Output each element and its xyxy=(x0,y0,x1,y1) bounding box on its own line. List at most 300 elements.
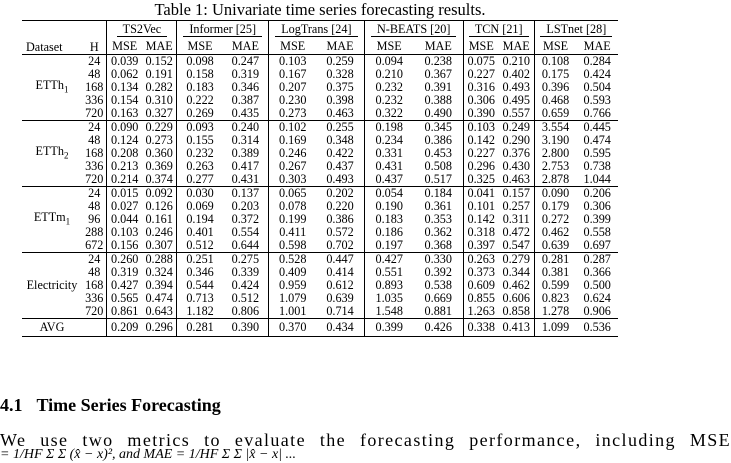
mae-value: 0.554 xyxy=(231,225,260,239)
mse-value: 0.234 xyxy=(364,134,414,147)
dataset-name: ETTh xyxy=(35,77,64,92)
mae-value: 0.474 xyxy=(583,133,611,147)
mae-value: 0.311 xyxy=(502,212,530,226)
mse-value: 0.090 xyxy=(107,121,142,135)
mae-value: 0.858 xyxy=(502,304,530,318)
horizon-cell: 48 xyxy=(88,133,101,147)
mae-value: 0.328 xyxy=(326,67,354,81)
mae-value: 0.368 xyxy=(424,238,452,252)
mae-value: 0.399 xyxy=(583,212,611,226)
mse-value: 0.322 xyxy=(364,107,414,121)
mse-value: 0.232 xyxy=(364,94,414,107)
horizon-cell: 288 xyxy=(85,225,104,239)
results-body xyxy=(22,55,618,337)
mse-value: 0.551 xyxy=(364,266,414,279)
mse-header: MSE xyxy=(177,38,223,55)
mse-value: 0.437 xyxy=(364,173,414,187)
horizon-cell: 720 xyxy=(85,172,104,186)
mae-value: 0.360 xyxy=(145,146,173,160)
mae-value: 0.495 xyxy=(502,93,530,107)
mse-header: MSE xyxy=(364,38,414,55)
mse-value: 0.462 xyxy=(534,226,576,239)
mae-value: 0.472 xyxy=(502,225,530,239)
mae-value: 0.157 xyxy=(499,187,534,201)
table-row xyxy=(22,239,618,253)
mse-value: 0.431 xyxy=(364,160,414,173)
mse-value: 0.041 xyxy=(463,187,498,201)
mae-value: 0.282 xyxy=(145,80,173,94)
mae-value: 0.362 xyxy=(424,225,452,239)
mae-value: 0.288 xyxy=(142,253,177,267)
mse-value: 0.251 xyxy=(177,253,223,267)
mae-value: 0.348 xyxy=(326,133,354,147)
mse-value: 1.278 xyxy=(534,305,576,319)
mae-value: 0.388 xyxy=(424,93,452,107)
table-row xyxy=(22,55,618,69)
mae-value: 0.330 xyxy=(414,253,464,267)
horizon-cell: 96 xyxy=(88,212,101,226)
mse-value: 0.186 xyxy=(364,226,414,239)
mse-value: 0.396 xyxy=(534,81,576,94)
mae-value: 0.593 xyxy=(583,93,611,107)
mse-value: 0.098 xyxy=(177,55,223,69)
mae-value: 0.259 xyxy=(316,55,364,69)
mse-value: 0.565 xyxy=(107,292,142,305)
dataset-name: ETTm xyxy=(33,209,66,224)
mse-value: 0.213 xyxy=(107,160,142,173)
section-number: 4.1 xyxy=(0,395,23,415)
mae-value: 0.210 xyxy=(499,55,534,69)
mae-value: 0.389 xyxy=(231,146,260,160)
table-row xyxy=(22,107,618,121)
mae-value: 0.386 xyxy=(424,133,452,147)
avg-mae-value: 0.426 xyxy=(414,319,464,337)
mae-header: MAE xyxy=(502,38,530,53)
mae-value: 0.361 xyxy=(424,199,452,213)
model-header: TCN [21] xyxy=(463,21,534,39)
mse-value: 0.639 xyxy=(534,239,576,253)
mae-value: 0.387 xyxy=(231,93,260,107)
horizon-header: H xyxy=(82,21,107,55)
mae-value: 0.462 xyxy=(502,278,530,292)
mae-value: 0.714 xyxy=(326,304,354,318)
dataset-subscript: 2 xyxy=(63,150,69,161)
mse-value: 0.103 xyxy=(269,55,317,69)
horizon-cell: 336 xyxy=(85,159,104,173)
mae-value: 0.445 xyxy=(576,121,618,135)
horizon-cell: 720 xyxy=(85,304,104,318)
mae-value: 0.375 xyxy=(326,80,354,94)
mae-value: 0.624 xyxy=(583,291,611,305)
mse-value: 0.054 xyxy=(364,187,414,201)
mse-value: 0.273 xyxy=(269,107,317,121)
table-row xyxy=(22,121,618,135)
mae-value: 0.319 xyxy=(231,67,260,81)
mae-value: 0.202 xyxy=(316,187,364,201)
mae-value: 0.376 xyxy=(502,146,530,160)
mse-value: 0.713 xyxy=(177,292,223,305)
mae-value: 0.453 xyxy=(424,146,452,160)
mae-value: 0.702 xyxy=(326,238,354,252)
mse-value: 0.232 xyxy=(177,147,223,160)
mse-value: 0.544 xyxy=(177,279,223,292)
mse-value: 0.015 xyxy=(107,187,142,201)
mse-value: 0.599 xyxy=(534,279,576,292)
table-row xyxy=(22,253,618,267)
section-heading xyxy=(0,395,221,416)
mae-value: 0.606 xyxy=(502,291,530,305)
mae-value: 0.345 xyxy=(414,121,464,135)
avg-mse-value: 0.209 xyxy=(107,319,142,337)
mse-value: 0.065 xyxy=(269,187,317,201)
mse-value: 0.303 xyxy=(269,173,317,187)
mae-value: 0.287 xyxy=(576,253,618,267)
mse-value: 0.142 xyxy=(463,213,498,226)
horizon-cell: 24 xyxy=(82,121,107,135)
mse-value: 0.179 xyxy=(534,200,576,213)
mse-value: 0.197 xyxy=(364,239,414,253)
horizon-cell: 672 xyxy=(85,238,104,252)
mae-header: MAE xyxy=(583,38,611,53)
dataset-name: Electricity xyxy=(26,278,78,292)
mse-value: 0.156 xyxy=(107,239,142,253)
formula-line: = 1/HF Σ Σ (x̂ − x)², and MAE = 1/HF Σ Σ |x̂ − x| ... xyxy=(0,447,297,462)
mse-value: 1.001 xyxy=(269,305,317,319)
mse-value: 0.609 xyxy=(463,279,498,292)
mse-header: MSE xyxy=(463,38,498,55)
mae-value: 0.538 xyxy=(424,278,452,292)
mse-value: 0.346 xyxy=(177,266,223,279)
avg-mae-value: 0.413 xyxy=(499,319,534,337)
mse-value: 0.401 xyxy=(177,226,223,239)
mae-value: 0.203 xyxy=(231,199,260,213)
mae-value: 0.766 xyxy=(583,106,611,120)
mae-value: 0.374 xyxy=(145,172,173,186)
mae-value: 0.249 xyxy=(499,121,534,135)
mae-value: 0.161 xyxy=(145,212,173,226)
mse-value: 0.062 xyxy=(107,68,142,81)
model-header: N-BEATS [20] xyxy=(364,21,463,39)
dataset-name: ETTh xyxy=(35,143,64,158)
mse-value: 0.155 xyxy=(177,134,223,147)
mse-value: 1.548 xyxy=(364,305,414,319)
horizon-cell: 336 xyxy=(85,93,104,107)
mse-value: 0.078 xyxy=(269,200,317,213)
mae-value: 0.504 xyxy=(583,80,611,94)
mae-value: 0.398 xyxy=(326,93,354,107)
mae-value: 0.512 xyxy=(231,291,260,305)
mse-value: 0.390 xyxy=(463,107,498,121)
mae-value: 0.391 xyxy=(424,80,452,94)
mae-value: 0.881 xyxy=(424,304,452,318)
avg-mse-value: 0.370 xyxy=(269,319,317,337)
mse-value: 3.554 xyxy=(534,121,576,135)
horizon-cell: 24 xyxy=(82,55,107,69)
mae-value: 0.257 xyxy=(502,199,530,213)
model-header: TS2Vec xyxy=(107,21,177,39)
dataset-cell xyxy=(22,187,82,253)
mae-value: 0.372 xyxy=(231,212,260,226)
mae-value: 0.366 xyxy=(583,265,611,279)
mae-value: 0.307 xyxy=(145,238,173,252)
mae-value: 0.369 xyxy=(145,159,173,173)
mse-value: 0.103 xyxy=(107,226,142,239)
mae-value: 0.414 xyxy=(326,265,354,279)
mse-value: 0.659 xyxy=(534,107,576,121)
mse-value: 0.316 xyxy=(463,81,498,94)
mse-value: 0.167 xyxy=(269,68,317,81)
mae-value: 0.247 xyxy=(223,55,269,69)
mse-value: 0.093 xyxy=(177,121,223,135)
mae-value: 0.431 xyxy=(231,172,260,186)
mse-value: 0.397 xyxy=(463,239,498,253)
mse-header: MSE xyxy=(269,38,317,55)
mse-value: 0.598 xyxy=(269,239,317,253)
mae-value: 0.314 xyxy=(231,133,260,147)
mse-value: 0.272 xyxy=(534,213,576,226)
mae-value: 0.273 xyxy=(145,133,173,147)
mse-value: 0.263 xyxy=(463,253,498,267)
mae-value: 0.137 xyxy=(223,187,269,201)
mse-value: 0.512 xyxy=(177,239,223,253)
mae-value: 0.240 xyxy=(223,121,269,135)
horizon-cell: 168 xyxy=(85,146,104,160)
avg-mae-value: 0.390 xyxy=(223,319,269,337)
mse-value: 0.222 xyxy=(177,94,223,107)
mse-value: 0.230 xyxy=(269,94,317,107)
mse-value: 0.163 xyxy=(107,107,142,121)
mse-value: 0.246 xyxy=(269,147,317,160)
mae-value: 0.279 xyxy=(499,253,534,267)
mae-value: 0.424 xyxy=(231,278,260,292)
avg-mse-value: 1.099 xyxy=(534,319,576,337)
mse-value: 0.296 xyxy=(463,160,498,173)
mse-value: 0.281 xyxy=(534,253,576,267)
dataset-subscript: 1 xyxy=(65,216,71,227)
horizon-cell: 24 xyxy=(82,187,107,201)
mae-header: MAE xyxy=(424,38,452,53)
results-table xyxy=(22,20,618,337)
horizon-cell: 48 xyxy=(88,265,101,279)
mae-value: 0.806 xyxy=(231,304,260,318)
table-header-models xyxy=(22,21,618,39)
mse-value: 0.427 xyxy=(364,253,414,267)
mse-value: 0.318 xyxy=(463,226,498,239)
avg-mae-value: 0.536 xyxy=(576,319,618,337)
mae-value: 1.044 xyxy=(583,172,611,186)
mae-value: 0.344 xyxy=(502,265,530,279)
mse-value: 0.409 xyxy=(269,266,317,279)
mse-value: 0.090 xyxy=(534,187,576,201)
mse-value: 1.182 xyxy=(177,305,223,319)
mae-value: 0.191 xyxy=(145,67,173,81)
mae-value: 0.430 xyxy=(502,159,530,173)
mae-value: 0.424 xyxy=(583,67,611,81)
mae-value: 0.547 xyxy=(502,238,530,252)
horizon-cell: 720 xyxy=(85,106,104,120)
mse-value: 0.373 xyxy=(463,266,498,279)
mae-header: MAE xyxy=(231,38,259,53)
mae-header: MAE xyxy=(145,38,173,53)
mse-value: 0.194 xyxy=(177,213,223,226)
mae-value: 0.184 xyxy=(414,187,464,201)
avg-horizon-empty xyxy=(82,319,107,337)
mae-value: 0.612 xyxy=(326,278,354,292)
mse-header: MSE xyxy=(107,38,142,55)
mse-value: 2.753 xyxy=(534,160,576,173)
mse-value: 0.269 xyxy=(177,107,223,121)
mse-value: 0.855 xyxy=(463,292,498,305)
mae-value: 0.152 xyxy=(142,55,177,69)
horizon-cell: 168 xyxy=(85,80,104,94)
mae-value: 0.394 xyxy=(145,278,173,292)
mse-value: 0.108 xyxy=(534,55,576,69)
mae-value: 0.463 xyxy=(326,106,354,120)
mae-value: 0.644 xyxy=(231,238,260,252)
mse-value: 0.325 xyxy=(463,173,498,187)
mse-value: 0.893 xyxy=(364,279,414,292)
mae-value: 0.500 xyxy=(583,278,611,292)
avg-row xyxy=(22,319,618,337)
mse-value: 3.190 xyxy=(534,134,576,147)
mae-value: 0.697 xyxy=(583,238,611,252)
dataset-cell xyxy=(22,253,82,319)
mse-value: 0.154 xyxy=(107,94,142,107)
table-row xyxy=(22,305,618,319)
mse-value: 0.030 xyxy=(177,187,223,201)
mse-header: MSE xyxy=(534,38,576,55)
mse-value: 0.267 xyxy=(269,160,317,173)
mae-value: 0.246 xyxy=(145,225,173,239)
avg-mae-value: 0.296 xyxy=(142,319,177,337)
mse-value: 0.094 xyxy=(364,55,414,69)
mae-value: 0.306 xyxy=(583,199,611,213)
mse-value: 0.263 xyxy=(177,160,223,173)
mse-value: 0.039 xyxy=(107,55,142,69)
mae-value: 0.238 xyxy=(414,55,464,69)
mae-value: 0.435 xyxy=(231,106,260,120)
dataset-header: Dataset xyxy=(22,21,82,55)
dataset-cell xyxy=(22,55,82,121)
mse-value: 0.027 xyxy=(107,200,142,213)
section-title: Time Series Forecasting xyxy=(36,395,221,415)
dataset-cell xyxy=(22,121,82,187)
mse-value: 0.306 xyxy=(463,94,498,107)
mse-value: 0.103 xyxy=(463,121,498,135)
mae-value: 0.557 xyxy=(502,106,530,120)
mae-value: 0.346 xyxy=(231,80,260,94)
mse-value: 0.528 xyxy=(269,253,317,267)
mse-value: 0.823 xyxy=(534,292,576,305)
horizon-cell: 336 xyxy=(85,291,104,305)
mae-value: 0.092 xyxy=(142,187,177,201)
mae-header: MAE xyxy=(326,38,354,53)
mse-value: 0.959 xyxy=(269,279,317,292)
mse-value: 0.044 xyxy=(107,213,142,226)
avg-mse-value: 0.338 xyxy=(463,319,498,337)
mse-value: 0.232 xyxy=(364,81,414,94)
mae-value: 0.220 xyxy=(326,199,354,213)
mae-value: 0.367 xyxy=(424,67,452,81)
mse-value: 0.208 xyxy=(107,147,142,160)
mae-value: 0.669 xyxy=(424,291,452,305)
mse-value: 0.381 xyxy=(534,266,576,279)
mae-value: 0.402 xyxy=(502,67,530,81)
horizon-cell: 48 xyxy=(88,199,101,213)
mae-value: 0.327 xyxy=(145,106,173,120)
mae-value: 0.339 xyxy=(231,265,260,279)
avg-mse-value: 0.399 xyxy=(364,319,414,337)
horizon-cell: 48 xyxy=(88,67,101,81)
mse-value: 0.142 xyxy=(463,134,498,147)
horizon-cell: 168 xyxy=(85,278,104,292)
mae-value: 0.474 xyxy=(145,291,173,305)
mse-value: 0.214 xyxy=(107,173,142,187)
mse-value: 0.134 xyxy=(107,81,142,94)
mse-value: 1.035 xyxy=(364,292,414,305)
mae-value: 0.906 xyxy=(583,304,611,318)
body-paragraph: We use two metrics to evaluate the forecasting performance, including MSE xyxy=(0,430,731,450)
mse-value: 0.210 xyxy=(364,68,414,81)
mae-value: 0.417 xyxy=(231,159,260,173)
mse-value: 0.227 xyxy=(463,147,498,160)
mse-value: 0.207 xyxy=(269,81,317,94)
mse-value: 0.183 xyxy=(364,213,414,226)
avg-mae-value: 0.434 xyxy=(316,319,364,337)
mse-value: 0.075 xyxy=(463,55,498,69)
mse-value: 0.158 xyxy=(177,68,223,81)
mse-value: 0.190 xyxy=(364,200,414,213)
mae-value: 0.392 xyxy=(424,265,452,279)
mse-value: 0.468 xyxy=(534,94,576,107)
mse-value: 0.101 xyxy=(463,200,498,213)
mse-value: 0.861 xyxy=(107,305,142,319)
mse-value: 0.198 xyxy=(364,121,414,135)
mae-value: 0.490 xyxy=(424,106,452,120)
mae-value: 0.324 xyxy=(145,265,173,279)
table-caption: Table 1: Univariate time series forecasting results. xyxy=(154,0,486,19)
mae-value: 0.255 xyxy=(316,121,364,135)
model-header: Informer [25] xyxy=(177,21,269,39)
mae-value: 0.493 xyxy=(502,80,530,94)
mse-value: 0.277 xyxy=(177,173,223,187)
mse-value: 0.199 xyxy=(269,213,317,226)
mse-value: 0.175 xyxy=(534,68,576,81)
mae-value: 0.508 xyxy=(424,159,452,173)
mae-value: 0.558 xyxy=(583,225,611,239)
mae-value: 0.517 xyxy=(424,172,452,186)
mae-value: 0.206 xyxy=(576,187,618,201)
model-header: LSTnet [28] xyxy=(534,21,618,39)
mae-value: 0.422 xyxy=(326,146,354,160)
mae-value: 0.447 xyxy=(316,253,364,267)
mae-value: 0.643 xyxy=(145,304,173,318)
mae-value: 0.229 xyxy=(142,121,177,135)
mse-value: 2.878 xyxy=(534,173,576,187)
mse-value: 0.227 xyxy=(463,68,498,81)
mse-value: 1.263 xyxy=(463,305,498,319)
table-row xyxy=(22,187,618,201)
mse-value: 2.800 xyxy=(534,147,576,160)
mae-value: 0.290 xyxy=(502,133,530,147)
mae-value: 0.284 xyxy=(576,55,618,69)
mae-value: 0.386 xyxy=(326,212,354,226)
table-header-metrics xyxy=(22,38,618,55)
avg-mse-value: 0.281 xyxy=(177,319,223,337)
mae-value: 0.437 xyxy=(326,159,354,173)
mse-value: 1.079 xyxy=(269,292,317,305)
mae-value: 0.639 xyxy=(326,291,354,305)
